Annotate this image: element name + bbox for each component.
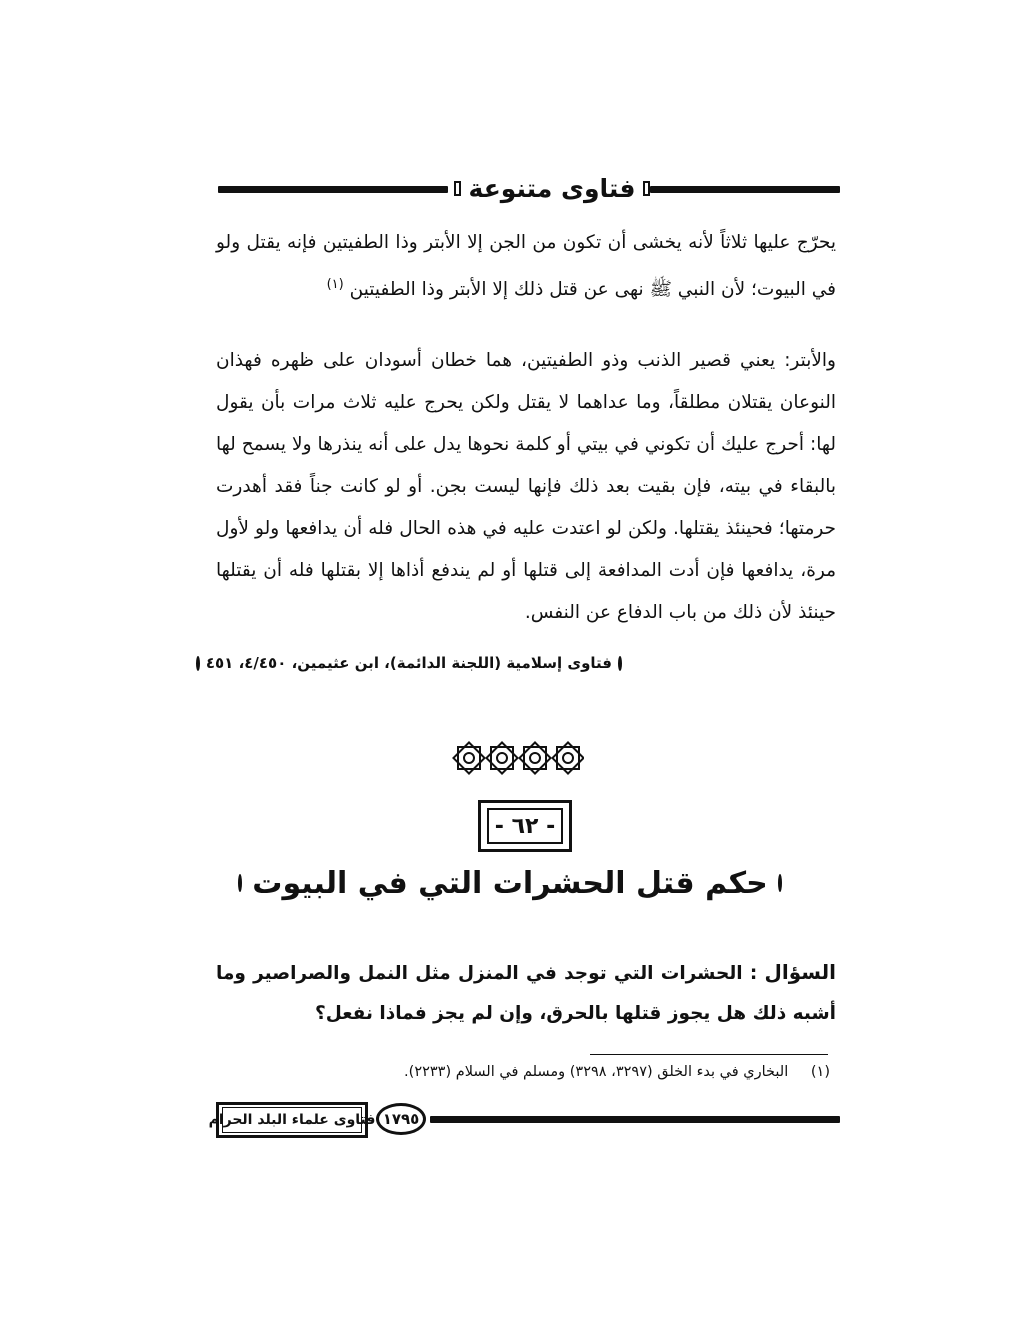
paragraph-text: والأبتر: يعني قصير الذنب وذو الطفيتين، هما خطان أسودان على ظهره فهذان النوعان يقتلان مطلقاً، وما عداهما لا يقتل ولكن يحرج عليه ثلاث مرات بأن يقول لها: أحرج عليك أن تكوني في بيتي أو كلمة نحوها يدل على أنه ينذرها ولا يسمح لها بالبقاء في بيته، فإن بقيت بعد ذلك فإنها ليست بجن. أو لو كانت جناً فقد أهدرت حرمتها؛ فحينئذ يقتلها. ولكن لو اعتدت عليه في هذه الحال فله أن يدافعها ولو لأول مرة، يدافعها فإن أدت المدافعة إلى قتلها أو لم يندفع أذاها إلا بقتلها فله أن يقتلها حينئذ لأن ذلك من باب الدفاع عن النفس. bbox=[216, 350, 836, 623]
page-number: ١٧٩٥ bbox=[376, 1103, 426, 1135]
circle-bullet-icon bbox=[238, 874, 242, 892]
section-number-box bbox=[478, 800, 572, 852]
question-text: : الحشرات التي توجد في المنزل مثل النمل والصراصير وما أشبه ذلك هل يجوز قتلها بالحرق، وإن لم يجز فماذا نفعل؟ bbox=[216, 963, 836, 1024]
circle-bullet-icon bbox=[618, 656, 622, 671]
footnote-reference: (١) bbox=[326, 277, 344, 292]
book-title: فتاوى علماء البلد الحرام bbox=[222, 1107, 362, 1133]
star-ornament-icon bbox=[452, 740, 584, 776]
section-number: - ٦٢ - bbox=[487, 808, 563, 844]
footnote-number: (١) bbox=[810, 1064, 830, 1080]
paragraph-explanation bbox=[216, 340, 836, 634]
circle-bullet-icon bbox=[196, 656, 200, 671]
section-heading bbox=[252, 858, 768, 908]
source-citation bbox=[205, 654, 622, 672]
source-text: فتاوى إسلامية (اللجنة الدائمة)، ابن عثيمين، ٤/٤٥٠، ٤٥١ bbox=[205, 654, 612, 672]
header-title: فتاوى متنوعة bbox=[468, 173, 636, 203]
running-footer bbox=[208, 1102, 840, 1142]
footnote bbox=[330, 1064, 830, 1080]
footnote-text: البخاري في بدء الخلق (٣٢٩٧، ٣٢٩٨) ومسلم في السلام (٢٢٣٣). bbox=[404, 1064, 789, 1080]
square-ornament-icon bbox=[454, 181, 461, 196]
header-rule-left bbox=[218, 186, 448, 193]
circle-bullet-icon bbox=[778, 874, 782, 892]
book-title-box bbox=[208, 1102, 376, 1138]
header-rule-right bbox=[650, 186, 840, 193]
question-label: السؤال bbox=[764, 960, 836, 984]
paragraph-text: يحرّج عليها ثلاثاً لأنه يخشى أن تكون من الجن إلا الأبتر وذا الطفيتين فإنه يقتل ولو في البيوت؛ لأن النبي ﷺ نهى عن قتل ذلك إلا الأبتر وذا الطفيتين bbox=[216, 232, 836, 301]
footnote-divider bbox=[590, 1054, 828, 1055]
running-header bbox=[218, 168, 840, 208]
section-title: حكم قتل الحشرات التي في البيوت bbox=[252, 865, 768, 901]
question-paragraph bbox=[216, 952, 836, 1034]
header-title-group bbox=[454, 168, 650, 208]
footer-rule bbox=[430, 1116, 840, 1123]
square-ornament-icon bbox=[643, 181, 650, 196]
paragraph-continuation bbox=[216, 222, 836, 311]
